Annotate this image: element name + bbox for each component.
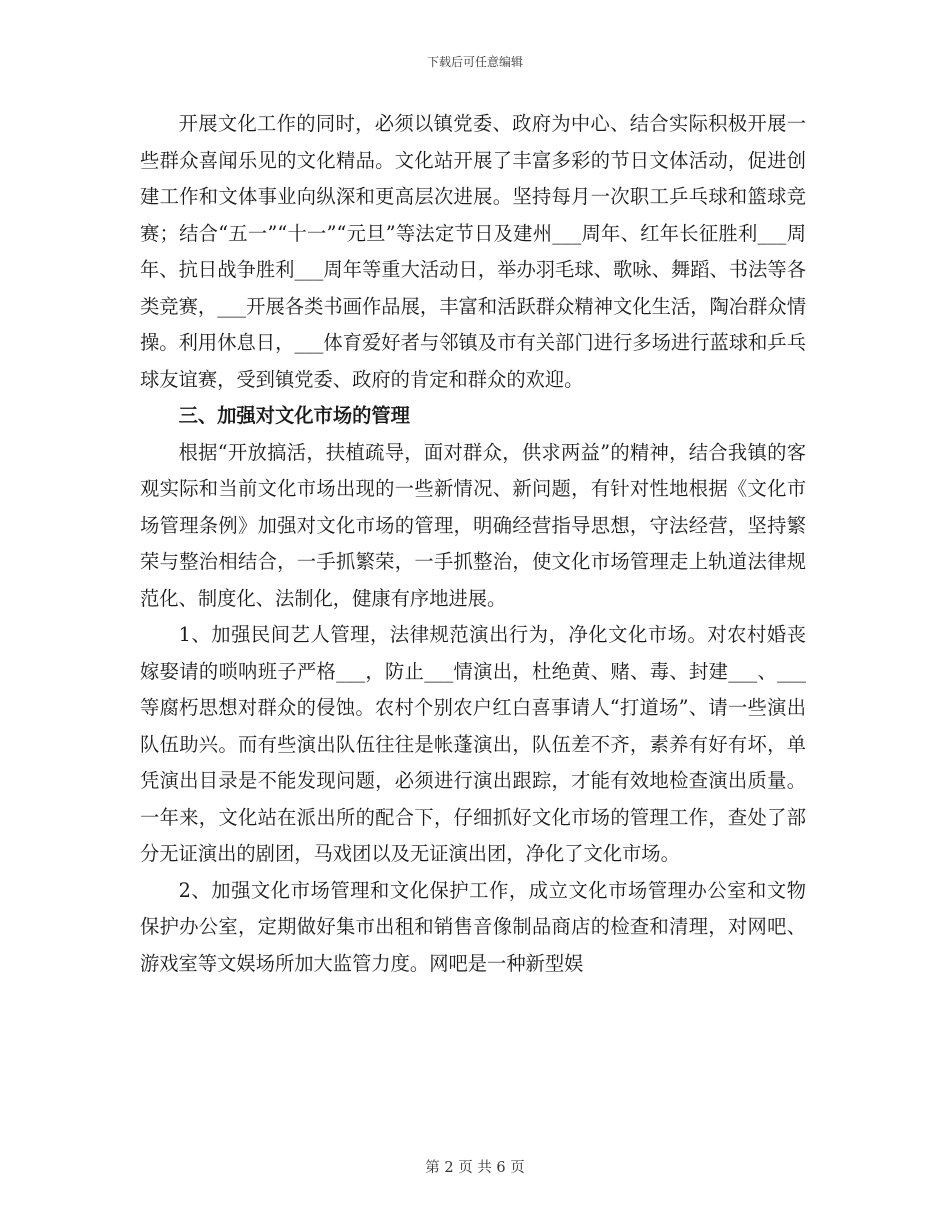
paragraph-market-principles: 根据“开放搞活，扶植疏导，面对群众，供求两益”的精神，结合我镇的客观实际和当前文化市场出现的一些新情况、新问题，有针对性地根据《文化市场管理条例》加强对文化市场的管理，明确经营指导思想，守法经营，坚持繁荣与整治相结合，一手抓繁荣，一手抓整治，使文化市场管理走上轨道法律规范化、制度化、法制化，健康有序地进展。: [140, 440, 806, 610]
paragraph-folk-artists: 1、加强民间艺人管理，法律规范演出行为，净化文化市场。对农村婚丧嫁娶请的唢呐班子严格___，防止___情演出，杜绝黄、赌、毒、封建___、___等腐朽思想对群众的侵蚀。农村个别农户红白喜事请人“打道场”、请一些演出队伍助兴。而有些演出队伍往往是帐蓬演出，队伍差不齐，素养有好有坏，单凭演出目录是不能发现问题，必须进行演出跟踪，才能有效地检查演出质量。一年来，文化站在派出所的配合下，仔细抓好文化市场的管理工作，查处了部分无证演出的剧团，马戏团以及无证演出团，净化了文化市场。: [140, 623, 806, 865]
paragraph-culture-activities: 开展文化工作的同时，必须以镇党委、政府为中心、结合实际积极开展一些群众喜闻乐见的文化精品。文化站开展了丰富多彩的节日文体活动，促进创建工作和文体事业向纵深和更高层次进展。坚持每月一次职工乒乓球和篮球竞赛；结合“五一”“十一”“元旦”等法定节日及建州___周年、红年长征胜利___周年、抗日战争胜利___周年等重大活动日，举办羽毛球、歌咏、舞蹈、书法等各类竞赛，___开展各类书画作品展，丰富和活跃群众精神文化生活，陶冶群众情操。利用休息日，___体育爱好者与邻镇及市有关部门进行多场进行蓝球和乒乓球友谊赛，受到镇党委、政府的肯定和群众的欢迎。: [140, 112, 806, 391]
page-footer: 第 2 页 共 6 页: [425, 1160, 525, 1176]
document-body: [140, 106, 806, 982]
section-heading-market-management: 三、加强对文化市场的管理: [178, 404, 410, 427]
page-header: 下载后可任意编辑: [426, 55, 523, 69]
paragraph-market-protection: 2、加强文化市场管理和文化保护工作，成立文化市场管理办公室和文物保护办公室，定期做好集市出租和销售音像制品商店的检查和清理，对网吧、游戏室等文娱场所加大监管力度。网吧是一种新型娱: [140, 878, 806, 975]
